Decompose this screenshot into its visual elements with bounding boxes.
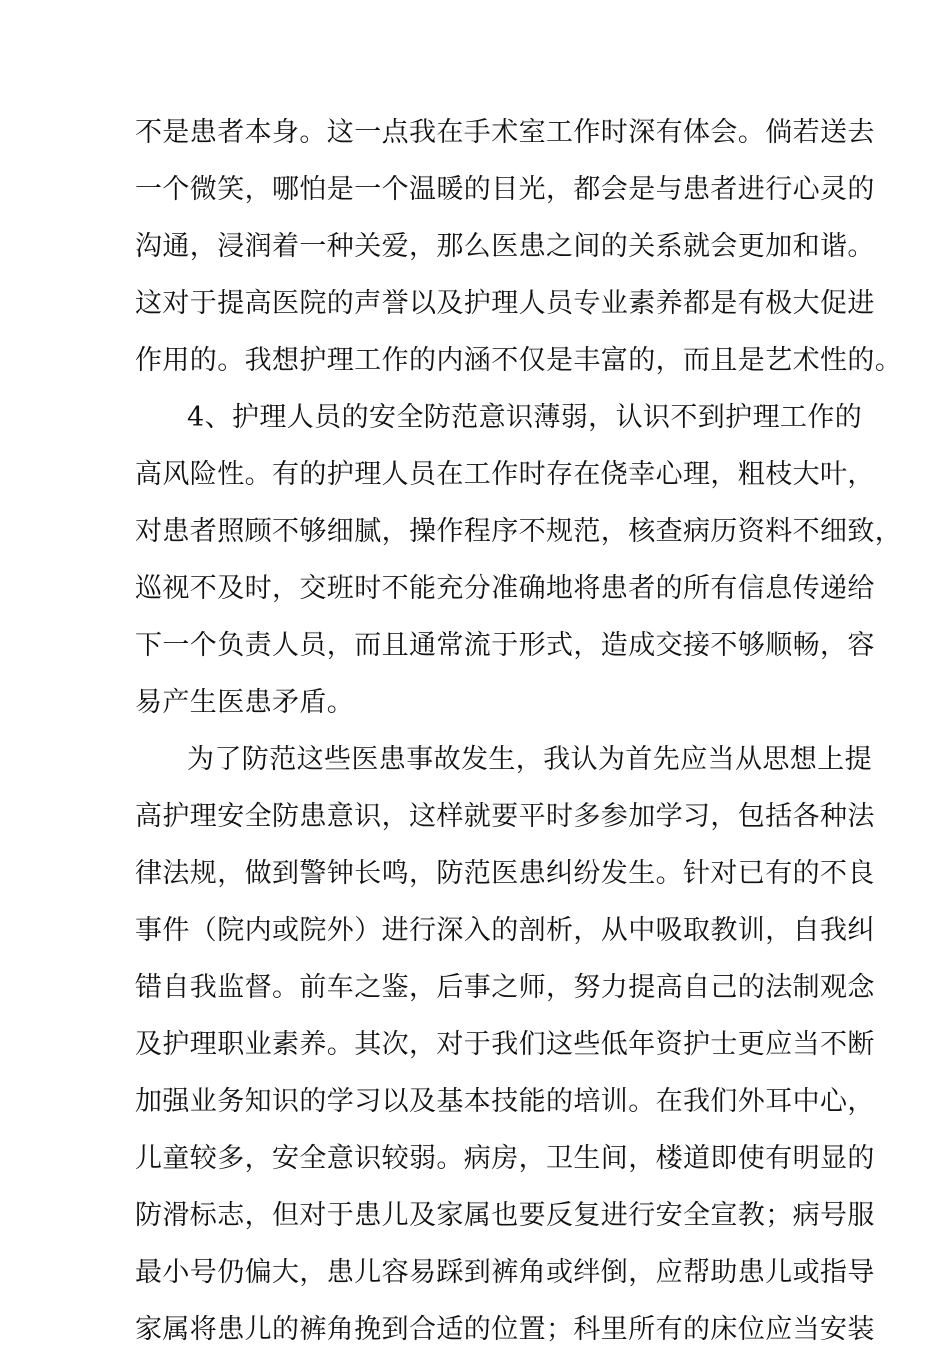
text-line: 防滑标志，但对于患儿及家属也要反复进行安全宣教；病号服 [135,1200,875,1231]
text-line: 不是患者本身。这一点我在手术室工作时深有体会。倘若送去 [135,117,875,148]
text-line: 高护理安全防患意识，这样就要平时多参加学习，包括各种法 [135,801,875,832]
text-line: 高风险性。有的护理人员在工作时存在侥幸心理，粗枝大叶， [135,459,875,490]
text-line: 律法规，做到警钟长鸣，防范医患纠纷发生。针对已有的不良 [135,858,875,889]
text-line: 对患者照顾不够细腻，操作程序不规范，核查病历资料不细致， [135,516,903,547]
text-line: 儿童较多，安全意识较弱。病房，卫生间，楼道即使有明显的 [135,1143,875,1174]
text-line: 加强业务知识的学习以及基本技能的培训。在我们外耳中心， [135,1086,875,1117]
paragraph-start-line: 4、护理人员的安全防范意识薄弱，认识不到护理工作的 [187,402,863,433]
body-text [135,104,903,1358]
text-line: 巡视不及时，交班时不能充分准确地将患者的所有信息传递给 [135,573,875,604]
text-line: 家属将患儿的裤角挽到合适的位置；科里所有的床位应当安装 [135,1314,875,1345]
text-line: 下一个负责人员，而且通常流于形式，造成交接不够顺畅，容 [135,630,875,661]
text-line: 最小号仍偏大，患儿容易踩到裤角或绊倒，应帮助患儿或指导 [135,1257,875,1288]
text-line: 沟通，浸润着一种关爱，那么医患之间的关系就会更加和谐。 [135,231,875,262]
text-line: 及护理职业素养。其次，对于我们这些低年资护士更应当不断 [135,1029,875,1060]
text-line: 事件（院内或院外）进行深入的剖析，从中吸取教训，自我纠 [135,915,875,946]
text-line: 一个微笑，哪怕是一个温暖的目光，都会是与患者进行心灵的 [135,174,875,205]
text-line: 这对于提高医院的声誉以及护理人员专业素养都是有极大促进 [135,288,875,319]
text-line: 作用的。我想护理工作的内涵不仅是丰富的，而且是艺术性的。 [135,345,903,376]
paragraph-start-line: 为了防范这些医患事故发生，我认为首先应当从思想上提 [187,744,872,775]
text-line: 易产生医患矛盾。 [135,687,355,718]
text-line: 错自我监督。前车之鉴，后事之师，努力提高自己的法制观念 [135,972,875,1003]
